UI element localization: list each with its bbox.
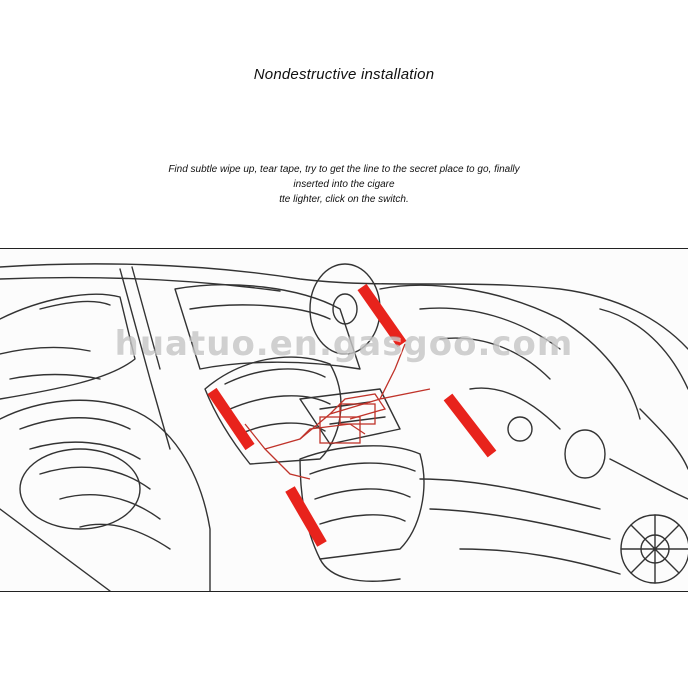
watermark-text: huatuo.en.gasgoo.com bbox=[114, 324, 574, 364]
led-strip-rear-right bbox=[290, 489, 322, 544]
led-strip-front-right bbox=[448, 397, 492, 454]
wiring-path bbox=[245, 344, 430, 479]
instruction-line-1: Find subtle wipe up, tear tape, try to get the line to the secret place to go, finally bbox=[168, 164, 520, 175]
instruction-line-2: inserted into the cigare bbox=[293, 179, 395, 190]
car-interior-drawing bbox=[0, 249, 688, 591]
sketch-lines bbox=[0, 264, 688, 591]
car-interior-sketch bbox=[0, 248, 688, 592]
page-title: Nondestructive installation bbox=[253, 66, 435, 83]
installation-instructions bbox=[100, 162, 588, 207]
instruction-line-3: tte lighter, click on the switch. bbox=[279, 194, 409, 205]
